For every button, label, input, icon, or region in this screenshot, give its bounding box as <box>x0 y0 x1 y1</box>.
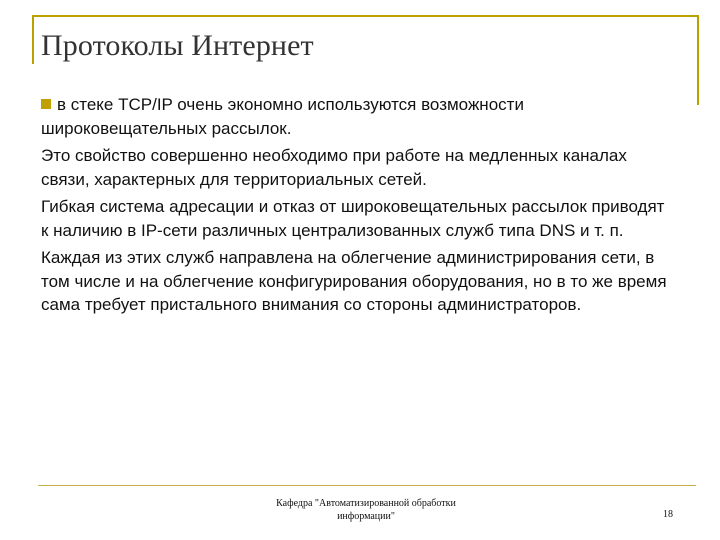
slide-title: Протоколы Интернет <box>41 29 314 62</box>
paragraph-3-text: Гибкая система адресации и отказ от широковещательных рассылок приводят к наличию в IP-сети различных централизованных служб типа DNS и т. п. <box>41 197 665 240</box>
footer-department <box>250 497 482 523</box>
paragraph-2-text: Это свойство совершенно необходимо при работе на медленных каналах связи, характерных для территориальных сетей. <box>41 146 627 189</box>
paragraph-4-text: Каждая из этих служб направлена на облегчение администрирования сети, в том числе и на облегчение конфигурирования оборудования, но в то же время сама требует пристального внимания со стороны администраторов. <box>41 248 667 314</box>
paragraph-4 <box>41 246 671 317</box>
paragraph-2 <box>41 144 671 191</box>
square-bullet-icon <box>41 99 51 109</box>
paragraph-1-text: в стеке TCP/IP очень экономно используются возможности широковещательных рассылок. <box>41 95 524 138</box>
footer-line-1: Кафедра "Автоматизированной обработки <box>276 498 456 509</box>
frame-top-line <box>32 15 697 17</box>
frame-right-line <box>697 15 699 105</box>
paragraph-1 <box>41 93 671 140</box>
slide-body <box>41 93 671 321</box>
footer-line-2: информации" <box>337 511 395 522</box>
paragraph-3 <box>41 195 671 242</box>
page-number: 18 <box>663 509 673 520</box>
footer-divider <box>38 485 696 486</box>
frame-left-line <box>32 15 34 64</box>
